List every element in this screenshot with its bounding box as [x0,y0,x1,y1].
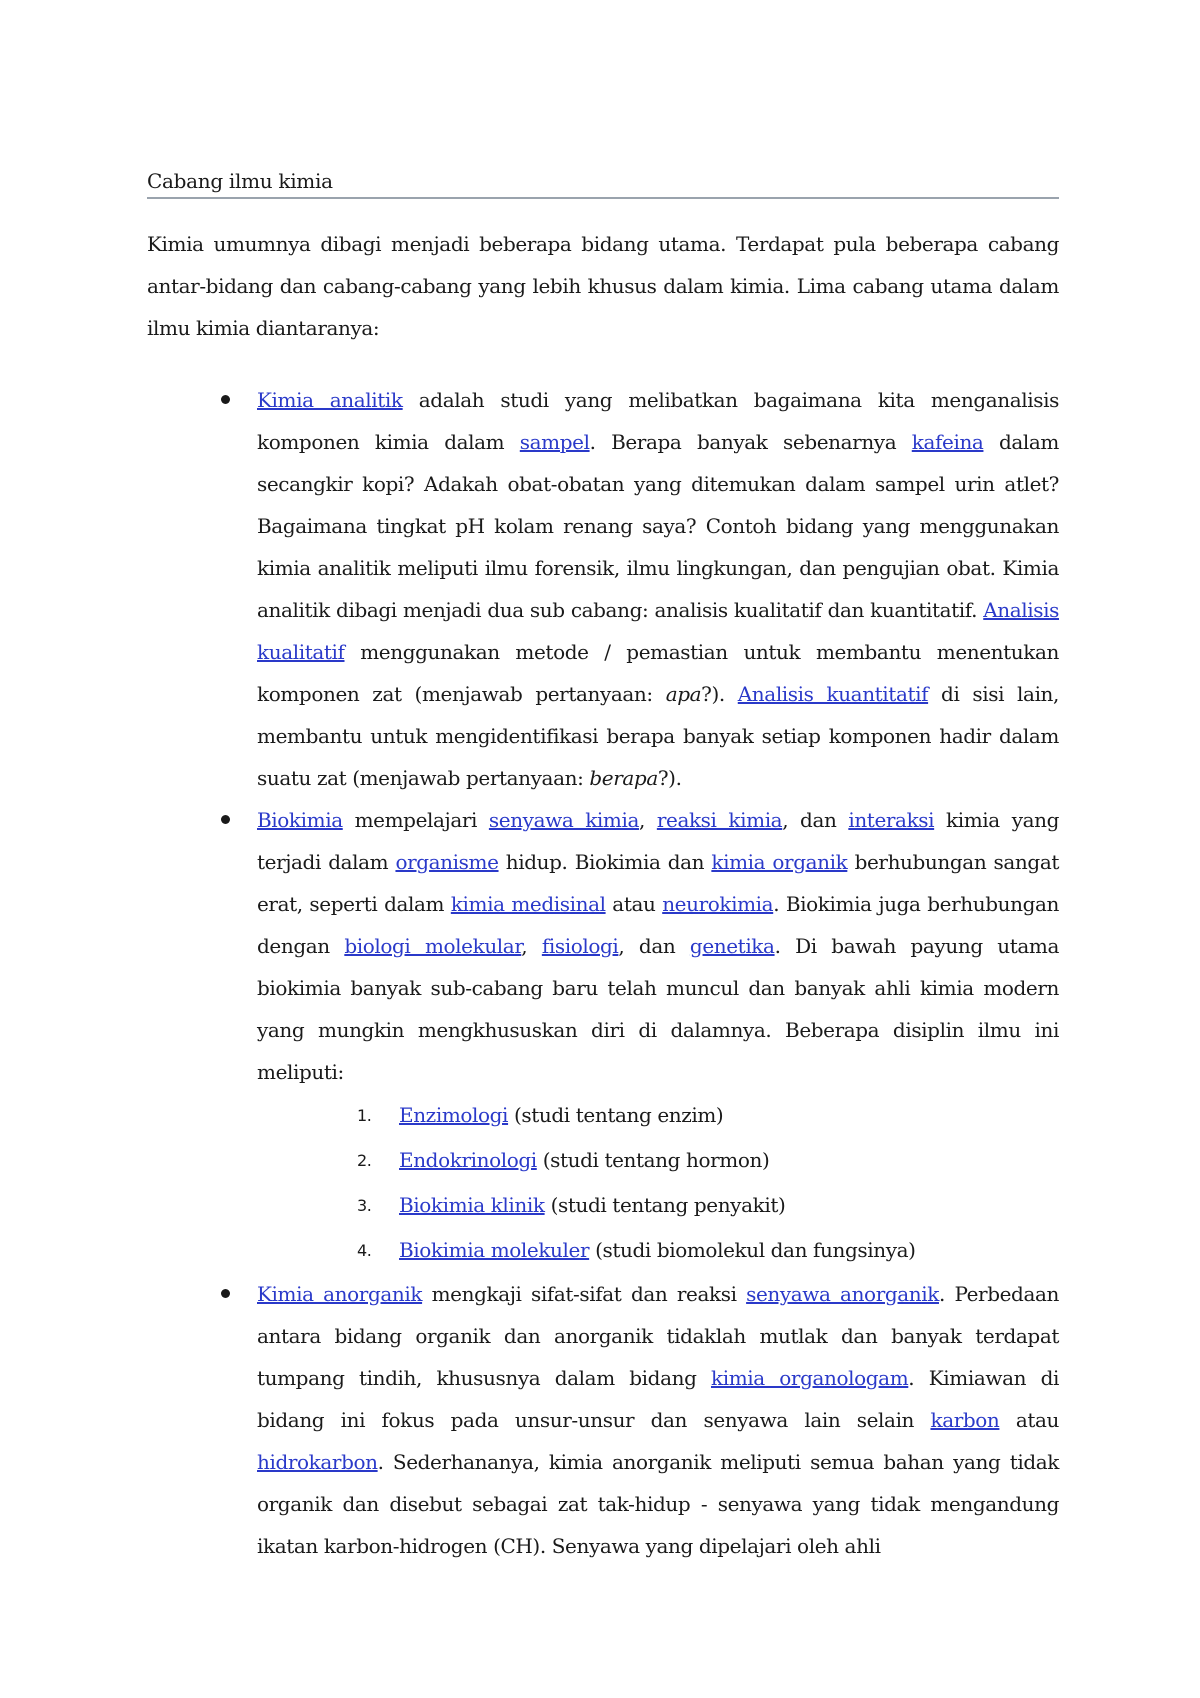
link-fisiologi[interactable]: fisiologi [541,934,619,958]
link-organisme[interactable]: organisme [395,850,499,874]
link-biokimia-klinik[interactable]: Biokimia klinik [399,1193,545,1217]
link-genetika[interactable]: genetika [689,934,775,958]
link-kimia-anorganik[interactable]: Kimia anorganik [257,1282,423,1306]
list-item-kimia-anorganik: Kimia anorganik mengkaji sifat-sifat dan reaksi senyawa anorganik. Perbedaan antara bidang organik dan anorganik tidaklah mutlak dan banyak terdapat tumpang tindih, khususnya dalam bidang kimia organologam. Kimiawan di bidang ini fokus pada unsur-unsur dan senyawa lain selain karbon atau hidrokarbon. Sederhananya, kimia anorganik meliputi semua bahan yang tidak organik dan disebut sebagai zat tak-hidup - senyawa yang tidak mengandung ikatan karbon-hidrogen (CH). Senyawa yang dipelajari oleh ahli [147,1273,1059,1567]
item-number: 2. [357,1151,372,1170]
section-heading: Cabang ilmu kimia [147,168,1059,199]
bullet-icon [221,815,230,824]
branch-list [147,379,1059,1567]
link-biokimia-molekuler[interactable]: Biokimia molekuler [399,1238,590,1262]
link-hidrokarbon[interactable]: hidrokarbon [257,1450,378,1474]
item-number: 4. [357,1241,372,1260]
link-biologi-molekular[interactable]: biologi molekular [344,934,522,958]
link-sampel[interactable]: sampel [519,430,590,454]
link-kimia-organologam[interactable]: kimia organologam [710,1366,909,1390]
link-senyawa-kimia[interactable]: senyawa kimia [488,808,640,832]
sub-list-item: 2. Endokrinologi (studi tentang hormon) [357,1138,1059,1183]
link-kimia-medisinal[interactable]: kimia medisinal [450,892,606,916]
link-kimia-organik[interactable]: kimia organik [711,850,848,874]
item-number: 3. [357,1196,372,1215]
link-karbon[interactable]: karbon [930,1408,1000,1432]
link-kimia-analitik[interactable]: Kimia analitik [257,388,403,412]
item-number: 1. [357,1106,372,1125]
link-senyawa-anorganik[interactable]: senyawa anorganik [746,1282,939,1306]
bullet-icon [221,395,230,404]
sub-list-item: 1. Enzimologi (studi tentang enzim) [357,1093,1059,1138]
intro-paragraph: Kimia umumnya dibagi menjadi beberapa bidang utama. Terdapat pula beberapa cabang antar-bidang dan cabang-cabang yang lebih khusus dalam kimia. Lima cabang utama dalam ilmu kimia diantaranya: [147,232,1059,340]
link-reaksi-kimia[interactable]: reaksi kimia [656,808,783,832]
link-kafeina[interactable]: kafeina [911,430,984,454]
list-item-biokimia: Biokimia mempelajari senyawa kimia, reaksi kimia, dan interaksi kimia yang terjadi dalam organisme hidup. Biokimia dan kimia organik berhubungan sangat erat, seperti dalam kimia medisinal atau neurokimia. Biokimia juga berhubungan dengan biologi molekular, fisiologi, dan genetika. Di bawah payung utama biokimia banyak sub-cabang baru telah muncul dan banyak ahli kimia modern yang mungkin mengkhususkan diri di dalamnya. Beberapa disiplin ilmu ini meliputi: 1. Enzimologi (studi tentang enzim) 2. Endokrinologi (studi tentang hormon) 3. Biokimia klinik (studi tentang penyakit) 4. Biokimia molekuler (studi biomolekul dan fungsinya) [147,799,1059,1273]
document-page [147,168,1059,1567]
link-interaksi[interactable]: interaksi [848,808,935,832]
link-endokrinologi[interactable]: Endokrinologi [399,1148,537,1172]
link-biokimia[interactable]: Biokimia [257,808,343,832]
sub-list-item: 3. Biokimia klinik (studi tentang penyakit) [357,1183,1059,1228]
sub-list-item: 4. Biokimia molekuler (studi biomolekul dan fungsinya) [357,1228,1059,1273]
bullet-icon [221,1289,230,1298]
link-neurokimia[interactable]: neurokimia [662,892,774,916]
link-enzimologi[interactable]: Enzimologi [399,1103,509,1127]
list-item-kimia-analitik: Kimia analitik adalah studi yang melibatkan bagaimana kita menganalisis komponen kimia dalam sampel. Berapa banyak sebenarnya kafeina dalam secangkir kopi? Adakah obat-obatan yang ditemukan dalam sampel urin atlet? Bagaimana tingkat pH kolam renang saya? Contoh bidang yang menggunakan kimia analitik meliputi ilmu forensik, ilmu lingkungan, dan pengujian obat. Kimia analitik dibagi menjadi dua sub cabang: analisis kualitatif dan kuantitatif. Analisis kualitatif menggunakan metode / pemastian untuk membantu menentukan komponen zat (menjawab pertanyaan: apa?). Analisis kuantitatif di sisi lain, membantu untuk mengidentifikasi berapa banyak setiap komponen hadir dalam suatu zat (menjawab pertanyaan: berapa?). [147,379,1059,799]
link-analisis-kualitatif[interactable]: Analisis kualitatif [257,598,1059,664]
biokimia-sub-list [257,1093,1059,1273]
link-analisis-kuantitatif[interactable]: Analisis kuantitatif [737,682,929,706]
